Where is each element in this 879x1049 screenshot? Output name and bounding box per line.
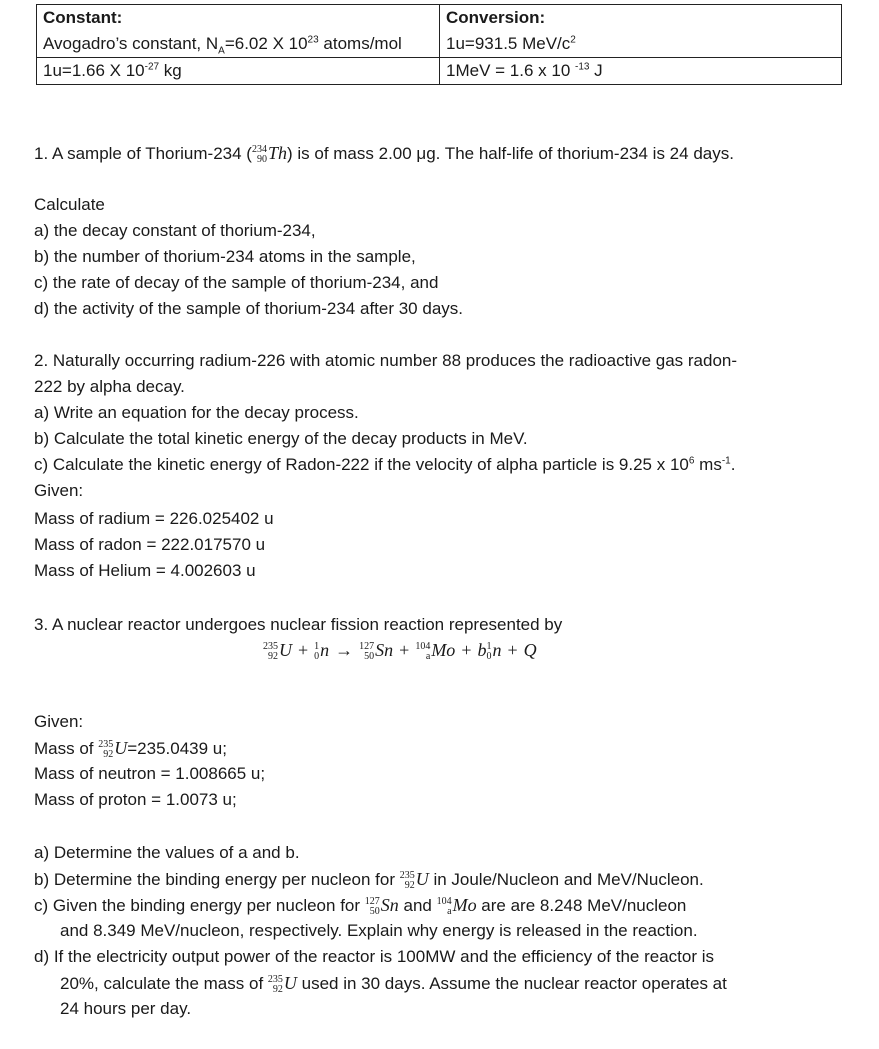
q3-mass-uranium: Mass of 235 92 U=235.0439 u; [34,738,227,760]
q3-mass-proton: Mass of proton = 1.0073 u; [34,790,237,809]
constant-header: Constant: [37,5,440,32]
q3-given: Given: [34,712,84,731]
q3-part-c-line2: and 8.349 MeV/nucleon, respectively. Explain why energy is released in the reaction. [60,921,698,940]
q2-mass-radon: Mass of radon = 222.017570 u [34,535,266,554]
q1-calculate: Calculate [34,195,105,214]
u-to-kg-constant: 1u=1.66 X $10^{-27}$ kg [37,58,440,85]
q3-mass-neutron: Mass of neutron = 1.008665 u; [34,764,266,783]
u-to-mev-conversion: 1u=931.5 MeV/$c^2$ [440,31,842,58]
q2-part-b: b) Calculate the total kinetic energy of the decay products in MeV. [34,429,528,448]
q3-part-d: d) If the electricity output power of the reactor is 100MW and the efficiency of the reactor is [34,947,715,966]
conversion-header: Conversion: [440,5,842,32]
q2-intro-line1: 2. Naturally occurring radium-226 with atomic number 88 produces the radioactive gas radon- [34,351,738,370]
q2-given: Given: [34,481,84,500]
constants-table [36,4,842,85]
q3-part-d-line3: 24 hours per day. [60,999,192,1018]
q3-part-c: c) Given the binding energy per nucleon for 127 50 Sn and 104 a Mo are are 8.248 MeV/nucleon [34,895,687,917]
q1-part-d: d) the activity of the sample of thorium-234 after 30 days. [34,299,463,318]
q2-part-a: a) Write an equation for the decay process. [34,403,359,422]
q2-intro-line2: 222 by alpha decay. [34,377,185,396]
q1-part-a: a) the decay constant of thorium-234, [34,221,316,240]
avogadro-constant: Avogadro’s constant, $N_A=6.02$ X $10^{23}$ atoms/mol [37,31,440,58]
q1-part-b: b) the number of thorium-234 atoms in the sample, [34,247,416,266]
q2-mass-helium: Mass of Helium = 4.002603 u [34,561,256,580]
q2-mass-radium: Mass of radium = 226.025402 u [34,509,274,528]
q3-part-b: b) Determine the binding energy per nucleon for 235 92 U in Joule/Nucleon and MeV/Nucleon. [34,869,704,891]
q3-part-d-line2: 20%, calculate the mass of 235 92 U used in 30 days. Assume the nuclear reactor operates at [60,973,727,995]
q1-intro: 1. A sample of Thorium-234 ( 234 90 Th) is of mass 2.00 μg. The half-life of thorium-234 is 24 days. [34,143,734,165]
q3-part-a: a) Determine the values of a and b. [34,843,300,862]
mev-to-joule-conversion: 1MeV = 1.6 x 10 $^{-13}$ J [440,58,842,85]
q1-part-c: c) the rate of decay of the sample of thorium-234, and [34,273,439,292]
q2-part-c: c) Calculate the kinetic energy of Radon-222 if the velocity of alpha particle is 9.25 x $10^6$ $ms^{-1}$. [34,455,736,474]
fission-equation: 235 92 U + 1 0 n → 127 50 Sn + 104 a Mo + b 1 0 n + Q [263,640,537,662]
q3-intro: 3. A nuclear reactor undergoes nuclear fission reaction represented by [34,615,563,634]
